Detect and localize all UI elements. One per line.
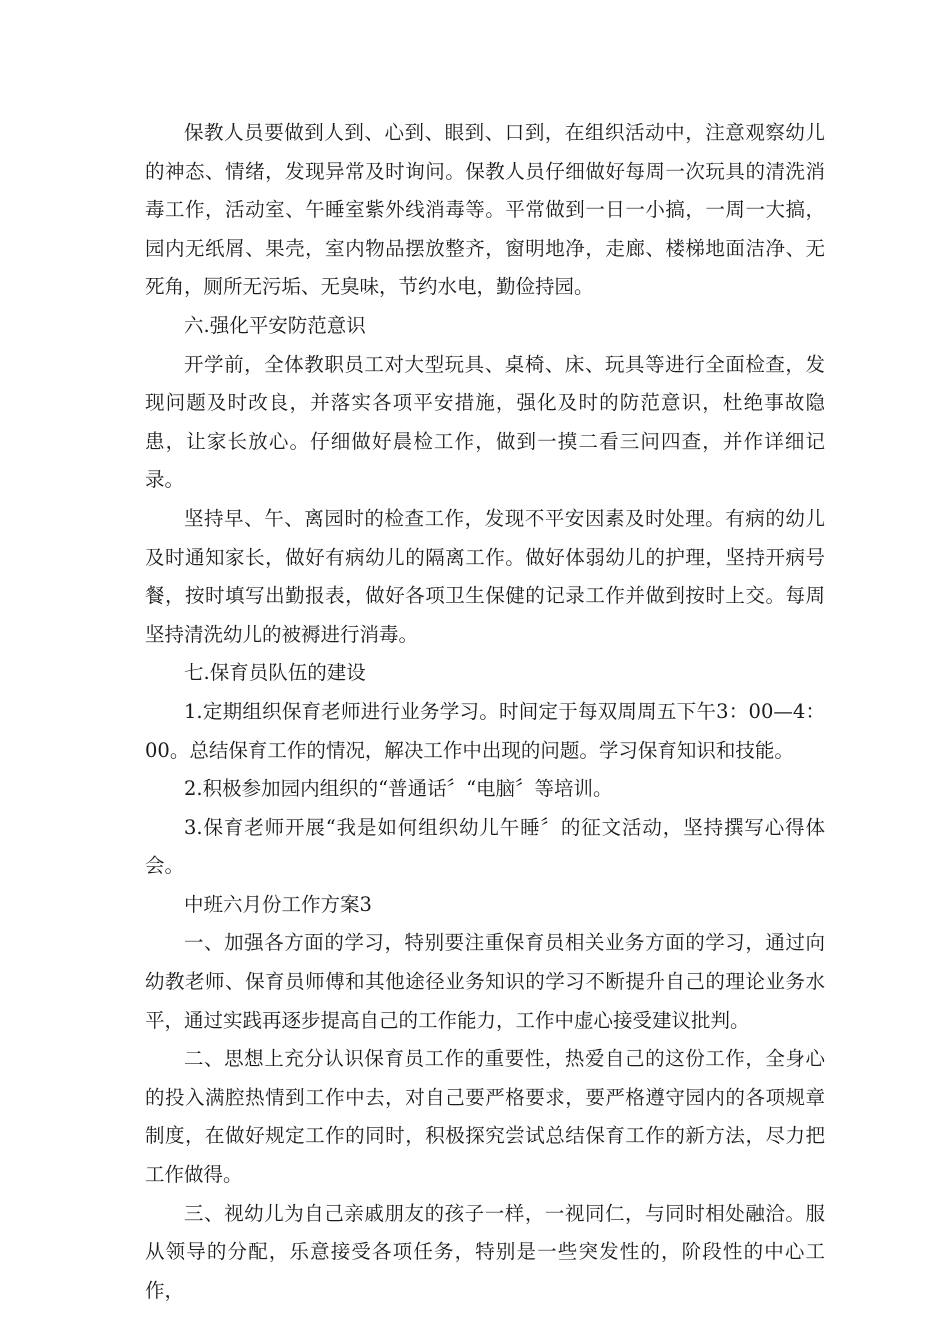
paragraph-point-1: 一、加强各方面的学习，特别要注重保育员相关业务方面的学习，通过向幼教老师、保育员师傅和其他途径业务知识的学习不断提升自己的理论业务水平，通过实践再逐步提高自己的工作能力，工作中虚心接受建议批判。 [145,931,825,1032]
paragraph-safety-check: 开学前，全体教职员工对大型玩具、桌椅、床、玩具等进行全面检查，发现问题及时改良，并落实各项平安措施，强化及时的防范意识，杜绝事故隐患，让家长放心。仔细做好晨检工作，做到一摸二看三问四查，并作详细记录。 [145,352,825,492]
document-page [145,114,825,1310]
paragraph-point-2: 二、思想上充分认识保育员工作的重要性，热爱自己的这份工作，全身心的投入满腔热情到工作中去，对自己要严格要求，要严格遵守园内的各项规章制度，在做好规定工作的同时，积极探究尝试总结保育工作的新方法，尽力把工作做得。 [145,1047,825,1187]
paragraph-item-1: 1.定期组织保育老师进行业务学习。时间定于每双周周五下午3：00—4：00。总结保育工作的情况，解决工作中出现的问题。学习保育知识和技能。 [145,699,825,762]
paragraph-point-3: 三、视幼儿为自己亲戚朋友的孩子一样，一视同仁，与同时相处融洽。服从领导的分配，乐意接受各项任务，特别是一些突发性的，阶段性的中心工作， [145,1201,825,1302]
paragraph-item-3: 3.保育老师开展“我是如何组织幼儿午睡〞的征文活动，坚持撰写心得体会。 [145,815,825,878]
paragraph-hygiene: 保教人员要做到人到、心到、眼到、口到，在组织活动中，注意观察幼儿的神态、情绪，发现异常及时询问。保教人员仔细做好每周一次玩具的清洗消毒工作，活动室、午睡室紫外线消毒等。平常做到一日一小搞，一周一大搞，园内无纸屑、果壳，室内物品摆放整齐，窗明地净，走廊、楼梯地面洁净、无死角，厕所无污垢、无臭味，节约水电，勤俭持园。 [145,121,825,299]
section-title: 中班六月份工作方案3 [184,892,372,916]
paragraph-daily-check: 坚持早、午、离园时的检查工作，发现不平安因素及时处理。有病的幼儿及时通知家长，做好有病幼儿的隔离工作。做好体弱幼儿的护理，坚持开病号餐，按时填写出勤报表，做好各项卫生保健的记录工作并做到按时上交。每周坚持清洗幼儿的被褥进行消毒。 [145,506,825,646]
paragraph-item-2: 2.积极参加园内组织的“普通话〞“电脑〞等培训。 [184,777,613,801]
heading-staff-building: 七.保育员队伍的建设 [184,661,366,685]
heading-safety: 六.强化平安防范意识 [184,313,366,337]
